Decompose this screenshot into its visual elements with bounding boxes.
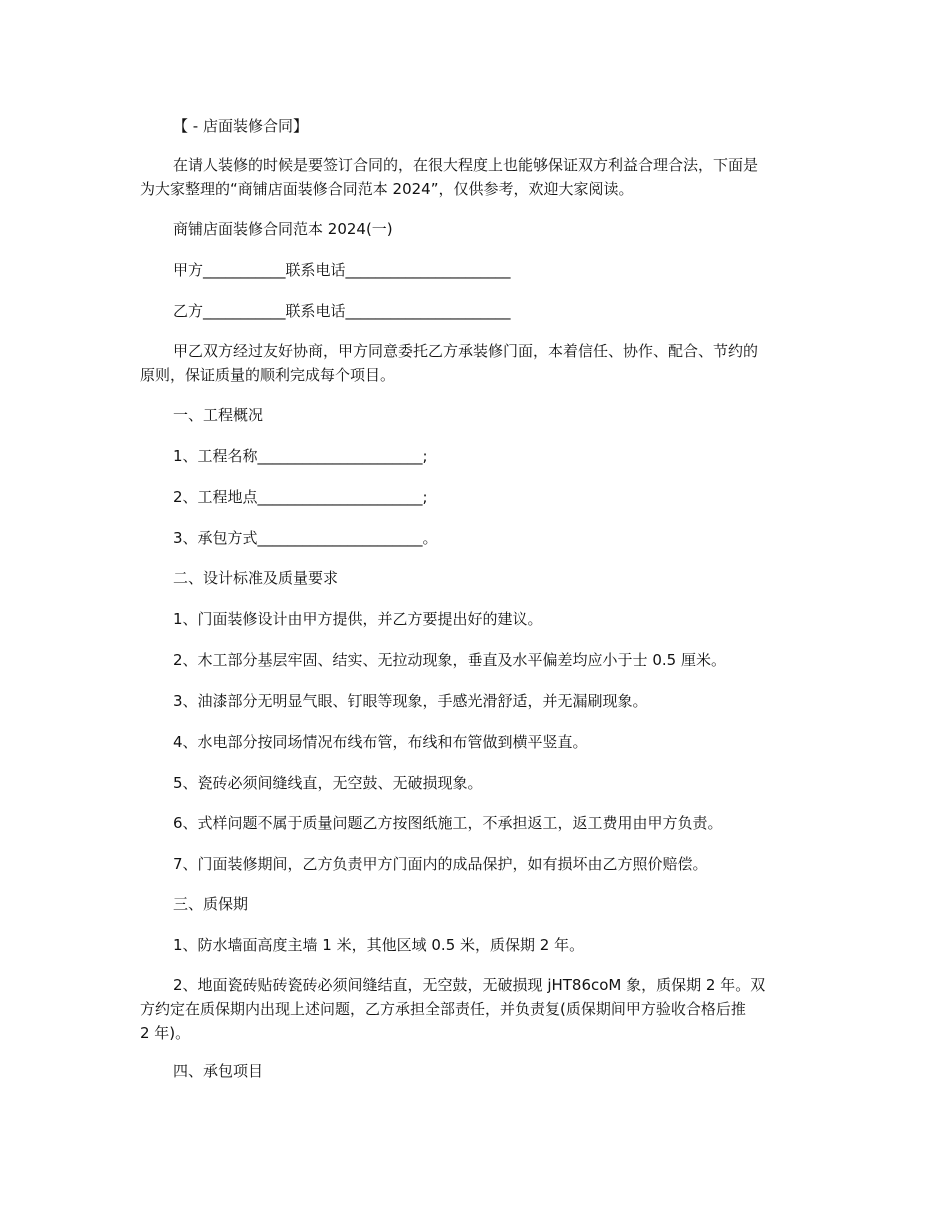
section-3-item-1: 1、防水墙面高度主墙 1 米，其他区域 0.5 米，质保期 2 年。 (173, 936, 585, 954)
section-4-title: 四、承包项目 (173, 1062, 264, 1080)
section-2-title: 二、设计标准及质量要求 (173, 569, 339, 587)
section-3-item-2-line-1: 2、地面瓷砖贴砖瓷砖必须间缝结直，无空鼓，无破损现 jHT86coM 象，质保期 2 年。双 (173, 976, 766, 994)
section-2-item: 6、式样问题不属于质量问题乙方按图纸施工，不承担返工，返工费用由甲方负责。 (173, 814, 723, 832)
section-1-item: 3、承包方式______________________。 (173, 529, 438, 547)
contract-subtitle: 商铺店面装修合同范本 2024(一) (173, 220, 393, 238)
section-2-item: 5、瓷砖必须间缝线直，无空鼓、无破损现象。 (173, 774, 483, 792)
agreement-paragraph-line-1: 甲乙双方经过友好协商，甲方同意委托乙方承装修门面，本着信任、协作、配合、节约的 (173, 342, 759, 360)
intro-paragraph-line-2: 为大家整理的“商铺店面装修合同范本 2024”，仅供参考，欢迎大家阅读。 (140, 180, 634, 198)
section-2-item: 1、门面装修设计由甲方提供，并乙方要提出好的建议。 (173, 610, 543, 628)
intro-paragraph-line-1: 在请人装修的时候是要签订合同的，在很大程度上也能够保证双方利益合理合法，下面是 (173, 156, 759, 174)
section-3-item-2-line-2: 方约定在质保期内出现上述问题，乙方承担全部责任，并负责复(质保期间甲方验收合格后推 (140, 1000, 746, 1018)
section-1-title: 一、工程概况 (173, 406, 264, 424)
section-1-item: 1、工程名称______________________; (173, 447, 428, 465)
section-2-item: 7、门面装修期间，乙方负责甲方门面内的成品保护，如有损坏由乙方照价赔偿。 (173, 855, 708, 873)
section-2-item: 4、水电部分按同场情况布线布管，布线和布管做到横平竖直。 (173, 733, 588, 751)
document-header: 【 - 店面装修合同】 (173, 117, 308, 135)
agreement-paragraph-line-2: 原则，保证质量的顺利完成每个项目。 (140, 366, 396, 384)
party-b-line: 乙方___________联系电话______________________ (173, 302, 511, 320)
party-a-line: 甲方___________联系电话______________________ (173, 261, 511, 279)
section-3-title: 三、质保期 (173, 895, 249, 913)
section-3-item-2-line-3: 2 年)。 (140, 1024, 191, 1042)
section-2-item: 2、木工部分基层牢固、结实、无拉动现象，垂直及水平偏差均应小于士 0.5 厘米。 (173, 651, 726, 669)
section-1-item: 2、工程地点______________________; (173, 488, 428, 506)
section-2-item: 3、油漆部分无明显气眼、钉眼等现象，手感光滑舒适，并无漏刷现象。 (173, 692, 648, 710)
